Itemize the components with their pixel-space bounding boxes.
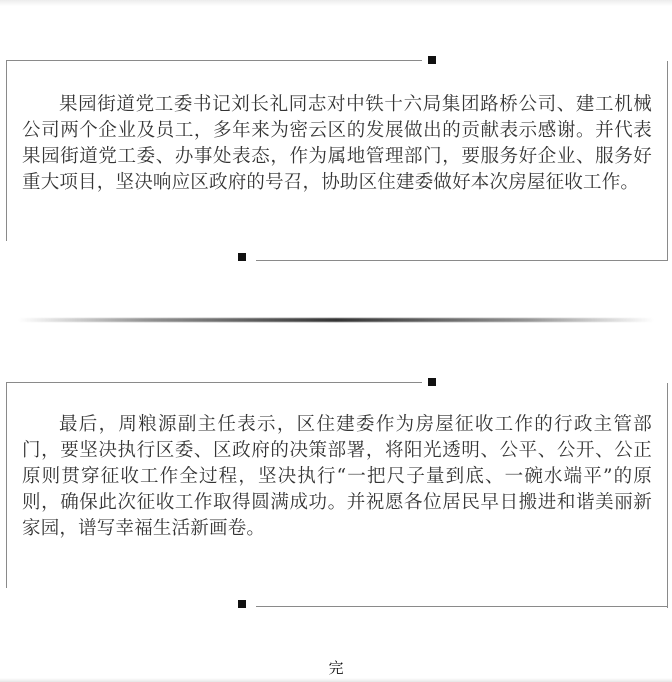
square-marker-icon bbox=[428, 378, 436, 386]
section-divider bbox=[18, 318, 654, 322]
frame-bottom-line bbox=[256, 606, 668, 607]
square-marker-icon bbox=[428, 56, 436, 64]
frame-right-line bbox=[667, 61, 668, 261]
frame-left-line bbox=[6, 60, 7, 241]
paragraph-text: 果园街道党工委书记刘长礼同志对中铁十六局集团路桥公司、建工机械公司两个企业及员工，多年来为密云区的发展做出的贡献表示感谢。并代表果园街道党工委、办事处表态，作为属地管理部门，要服务好企业、服务好重大项目，坚决响应区政府的号召，协助区住建委做好本次房屋征收工作。 bbox=[22, 94, 652, 193]
paragraph-frame-2 bbox=[0, 374, 672, 616]
square-marker-icon bbox=[238, 600, 246, 608]
frame-bottom-line bbox=[256, 260, 668, 261]
end-mark: 完 bbox=[328, 659, 344, 677]
bottom-edge-shadow bbox=[0, 678, 672, 682]
frame-left-line bbox=[6, 382, 7, 588]
top-edge-shadow bbox=[0, 0, 672, 6]
frame-top-line bbox=[6, 60, 422, 61]
paragraph-text: 最后，周粮源副主任表示，区住建委作为房屋征收工作的行政主管部门，要坚决执行区委、区政府的决策部署，将阳光透明、公平、公开、公正原则贯穿征收工作全过程，坚决执行“一把尺子量到底、一碗水端平”的原则，确保此次征收工作取得圆满成功。并祝愿各位居民早日搬进和谐美丽新家园，谱写幸福生活新画卷。 bbox=[22, 414, 652, 539]
frame-top-line bbox=[6, 382, 422, 383]
square-marker-icon bbox=[238, 253, 246, 261]
frame-right-line bbox=[667, 383, 668, 608]
paragraph-frame-1 bbox=[0, 52, 672, 270]
